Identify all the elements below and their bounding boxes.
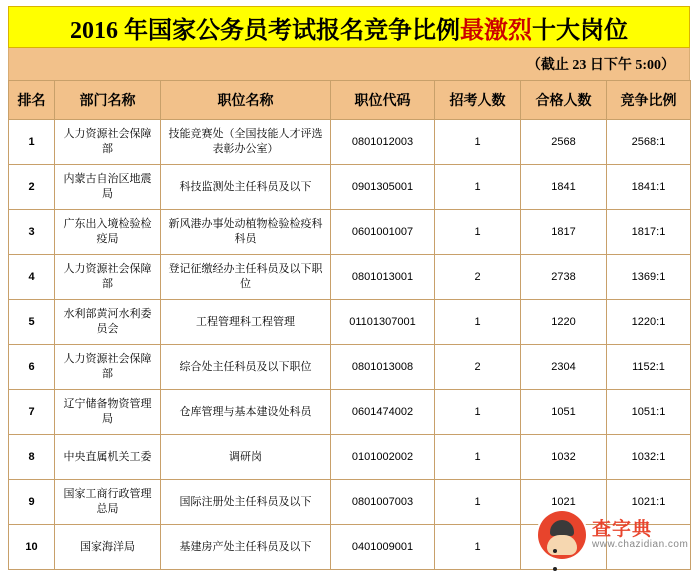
table-body (9, 120, 691, 570)
cell-hire-count: 2 (435, 345, 521, 390)
table-header-row (9, 81, 691, 120)
cell-position: 仓库管理与基本建设处科员 (161, 390, 331, 435)
cell-rank: 5 (9, 300, 55, 345)
table-row (9, 210, 691, 255)
page-title-suffix: 十大岗位 (532, 17, 628, 44)
cell-department: 人力资源社会保障部 (55, 255, 161, 300)
cell-hire-count: 1 (435, 390, 521, 435)
table-header (9, 81, 691, 120)
cell-position-code: 01101307001 (331, 300, 435, 345)
table-row (9, 300, 691, 345)
column-header-department: 部门名称 (55, 81, 161, 120)
cell-position-code: 0101002002 (331, 435, 435, 480)
cell-rank: 4 (9, 255, 55, 300)
cell-qualified-count: 1021 (521, 480, 607, 525)
cell-department: 人力资源社会保障部 (55, 345, 161, 390)
cell-qualified-count: 1032 (521, 435, 607, 480)
cell-position: 调研岗 (161, 435, 331, 480)
table-row (9, 435, 691, 480)
cell-hire-count: 1 (435, 210, 521, 255)
cell-position-code: 0801013008 (331, 345, 435, 390)
cell-rank: 9 (9, 480, 55, 525)
cell-hire-count: 1 (435, 480, 521, 525)
cell-qualified-count: 1841 (521, 165, 607, 210)
cell-qualified-count: 2304 (521, 345, 607, 390)
cell-position-code: 0601001007 (331, 210, 435, 255)
cell-hire-count: 1 (435, 300, 521, 345)
deadline-note: （截止 23 日下午 5:00） (526, 58, 675, 73)
column-header-position-code: 职位代码 (331, 81, 435, 120)
table-row (9, 120, 691, 165)
cell-hire-count: 1 (435, 435, 521, 480)
watermark-brand-cn: 查字典 (592, 518, 653, 540)
table-row (9, 255, 691, 300)
cell-department: 广东出入境检验检疫局 (55, 210, 161, 255)
cell-competition-ratio: 1841:1 (607, 165, 691, 210)
cell-position: 综合处主任科员及以下职位 (161, 345, 331, 390)
column-header-position: 职位名称 (161, 81, 331, 120)
deadline-note-bar (8, 48, 690, 80)
cell-qualified-count: 1817 (521, 210, 607, 255)
cell-position: 登记征缴经办主任科员及以下职位 (161, 255, 331, 300)
cell-competition-ratio: 1051:1 (607, 390, 691, 435)
cell-competition-ratio: 1817:1 (607, 210, 691, 255)
cell-department: 辽宁储备物资管理局 (55, 390, 161, 435)
cell-department: 内蒙古自治区地震局 (55, 165, 161, 210)
table-row (9, 480, 691, 525)
cell-hire-count: 1 (435, 165, 521, 210)
cell-rank: 3 (9, 210, 55, 255)
cell-position-code: 0401009001 (331, 525, 435, 570)
cell-rank: 8 (9, 435, 55, 480)
cell-competition-ratio: 1032:1 (607, 435, 691, 480)
column-header-competition-ratio: 竞争比例 (607, 81, 691, 120)
cell-competition-ratio (607, 525, 691, 570)
cell-competition-ratio: 1220:1 (607, 300, 691, 345)
cell-department: 水利部黄河水利委员会 (55, 300, 161, 345)
ranking-table (8, 80, 691, 570)
cell-position-code: 0801007003 (331, 480, 435, 525)
cell-hire-count: 2 (435, 255, 521, 300)
cell-competition-ratio: 1369:1 (607, 255, 691, 300)
cell-qualified-count (521, 525, 607, 570)
page-title (70, 10, 628, 45)
cell-position: 工程管理科工程管理 (161, 300, 331, 345)
page-title-highlight: 最激烈 (460, 17, 532, 44)
cell-position: 技能竞赛处（全国技能人才评选表彰办公室） (161, 120, 331, 165)
cell-position-code: 0901305001 (331, 165, 435, 210)
cell-rank: 6 (9, 345, 55, 390)
watermark-brand-url: www.chazidian.com (592, 539, 689, 551)
cell-qualified-count: 1220 (521, 300, 607, 345)
column-header-qualified-count: 合格人数 (521, 81, 607, 120)
table-row (9, 165, 691, 210)
cell-position: 基建房产处主任科员及以下 (161, 525, 331, 570)
cell-position: 科技监测处主任科员及以下 (161, 165, 331, 210)
column-header-hire-count: 招考人数 (435, 81, 521, 120)
cell-department: 中央直属机关工委 (55, 435, 161, 480)
cell-rank: 7 (9, 390, 55, 435)
cell-department: 人力资源社会保障部 (55, 120, 161, 165)
cell-position-code: 0601474002 (331, 390, 435, 435)
cell-qualified-count: 2568 (521, 120, 607, 165)
document-page (0, 6, 698, 567)
cell-hire-count: 1 (435, 120, 521, 165)
cell-qualified-count: 2738 (521, 255, 607, 300)
cell-position: 国际注册处主任科员及以下 (161, 480, 331, 525)
cell-rank: 10 (9, 525, 55, 570)
cell-department: 国家海洋局 (55, 525, 161, 570)
table-row (9, 390, 691, 435)
page-title-prefix: 2016 年国家公务员考试报名竞争比例 (70, 17, 460, 44)
cell-qualified-count: 1051 (521, 390, 607, 435)
cell-competition-ratio: 2568:1 (607, 120, 691, 165)
column-header-rank: 排名 (9, 81, 55, 120)
cell-competition-ratio: 1021:1 (607, 480, 691, 525)
cell-department: 国家工商行政管理总局 (55, 480, 161, 525)
cell-position-code: 0801012003 (331, 120, 435, 165)
cell-competition-ratio: 1152:1 (607, 345, 691, 390)
table-row (9, 525, 691, 570)
cell-rank: 2 (9, 165, 55, 210)
cell-position-code: 0801013001 (331, 255, 435, 300)
cell-hire-count: 1 (435, 525, 521, 570)
cell-rank: 1 (9, 120, 55, 165)
title-banner (8, 6, 690, 48)
cell-position: 新风港办事处动植物检验检疫科科员 (161, 210, 331, 255)
table-row (9, 345, 691, 390)
